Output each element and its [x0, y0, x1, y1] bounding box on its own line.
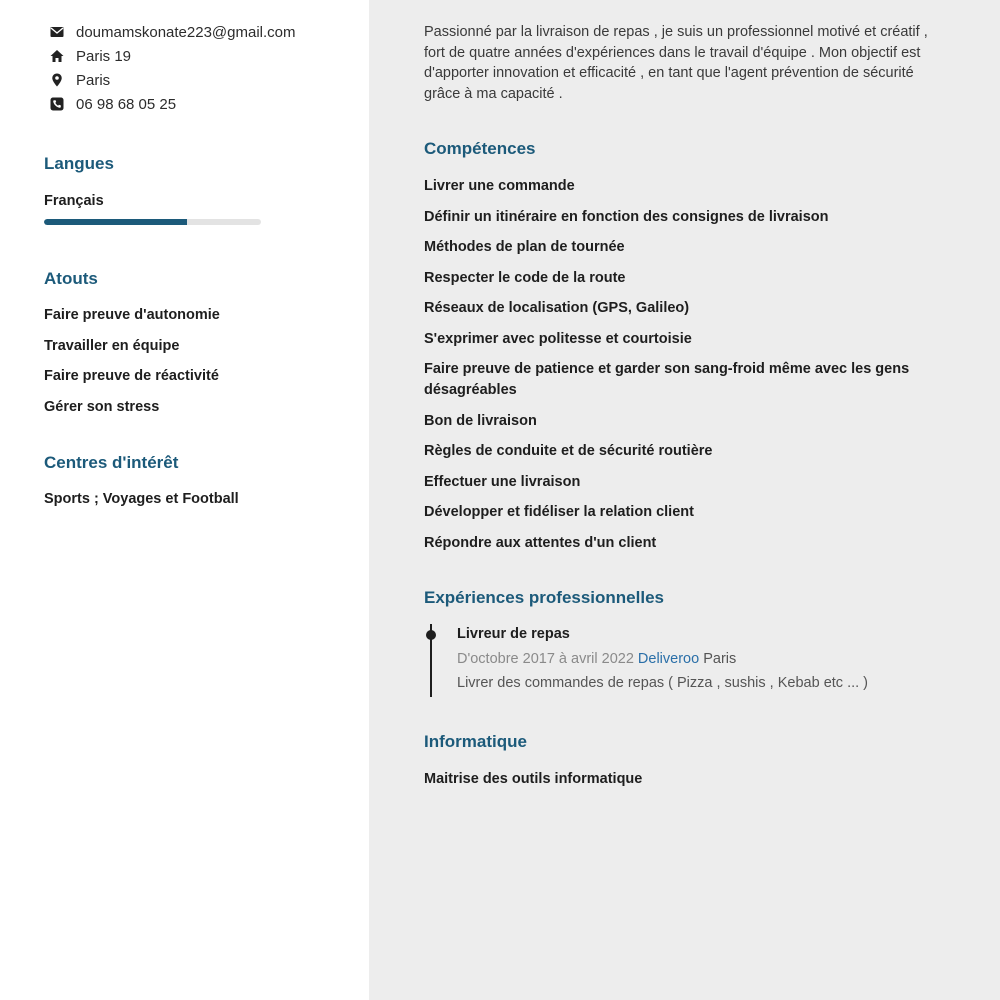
language-level-bar	[44, 219, 261, 225]
it-item: Maitrise des outils informatique	[424, 771, 643, 787]
experience-meta	[457, 651, 736, 667]
skill-item: Effectuer une livraison	[424, 474, 581, 490]
phone-icon	[50, 97, 64, 111]
skill-item: Faire preuve de patience et garder son sang-froid même avec les gens désagréables	[424, 361, 910, 398]
city-text: Paris	[76, 71, 111, 89]
language-level-fill	[44, 219, 187, 225]
skill-item: Livrer une commande	[424, 178, 575, 194]
skill-item: Réseaux de localisation (GPS, Galileo)	[424, 300, 690, 316]
location-pin-icon	[50, 73, 64, 87]
experience-description: Livrer des commandes de repas ( Pizza , sushis , Kebab etc ... )	[457, 675, 869, 691]
interests-text: Sports ; Voyages et Football	[44, 491, 239, 507]
strength-item: Gérer son stress	[44, 399, 160, 415]
experience-company[interactable]: Deliveroo	[637, 651, 700, 667]
skill-item: Développer et fidéliser la relation client	[424, 504, 694, 520]
home-icon	[50, 49, 64, 63]
strengths-heading: Atouts	[44, 269, 98, 288]
envelope-icon	[50, 25, 64, 39]
phone-text[interactable]: 06 98 68 05 25	[76, 95, 177, 113]
contact-address	[50, 46, 131, 66]
experience-heading: Expériences professionnelles	[424, 588, 664, 607]
skill-item: Bon de livraison	[424, 413, 537, 429]
strength-item: Travailler en équipe	[44, 338, 180, 354]
email-text[interactable]: doumamskonate223@gmail.com	[76, 23, 296, 41]
experience-period: D'octobre 2017 à avril 2022	[457, 651, 634, 667]
address-text: Paris 19	[76, 47, 132, 65]
experience-title: Livreur de repas	[457, 626, 570, 642]
skill-item: Respecter le code de la route	[424, 270, 626, 286]
strength-item: Faire preuve de réactivité	[44, 368, 219, 384]
experience-city: Paris	[703, 651, 737, 667]
skill-item: Règles de conduite et de sécurité routière	[424, 443, 713, 459]
language-name: Français	[44, 193, 104, 209]
left-column	[0, 0, 369, 1000]
timeline-dot	[426, 630, 436, 640]
languages-heading: Langues	[44, 154, 114, 173]
strength-item: Faire preuve d'autonomie	[44, 307, 220, 323]
it-heading: Informatique	[424, 732, 527, 751]
contact-phone	[50, 94, 176, 114]
skills-heading: Compétences	[424, 139, 536, 158]
skill-item: Définir un itinéraire en fonction des consignes de livraison	[424, 209, 829, 225]
contact-city	[50, 70, 110, 90]
skill-item: S'exprimer avec politesse et courtoisie	[424, 331, 692, 347]
interests-heading: Centres d'intérêt	[44, 453, 179, 472]
contact-email	[50, 22, 296, 42]
skill-item: Méthodes de plan de tournée	[424, 239, 625, 255]
profile-summary: Passionné par la livraison de repas , je suis un professionnel motivé et créatif , fort de quatre années d'expériences dans le travail d'équipe . Mon objectif est d'apporter innovation et efficacité , en tant que l'agent prévention de sécurité grâce à ma capacité .	[424, 24, 928, 102]
skill-item: Répondre aux attentes d'un client	[424, 535, 657, 551]
